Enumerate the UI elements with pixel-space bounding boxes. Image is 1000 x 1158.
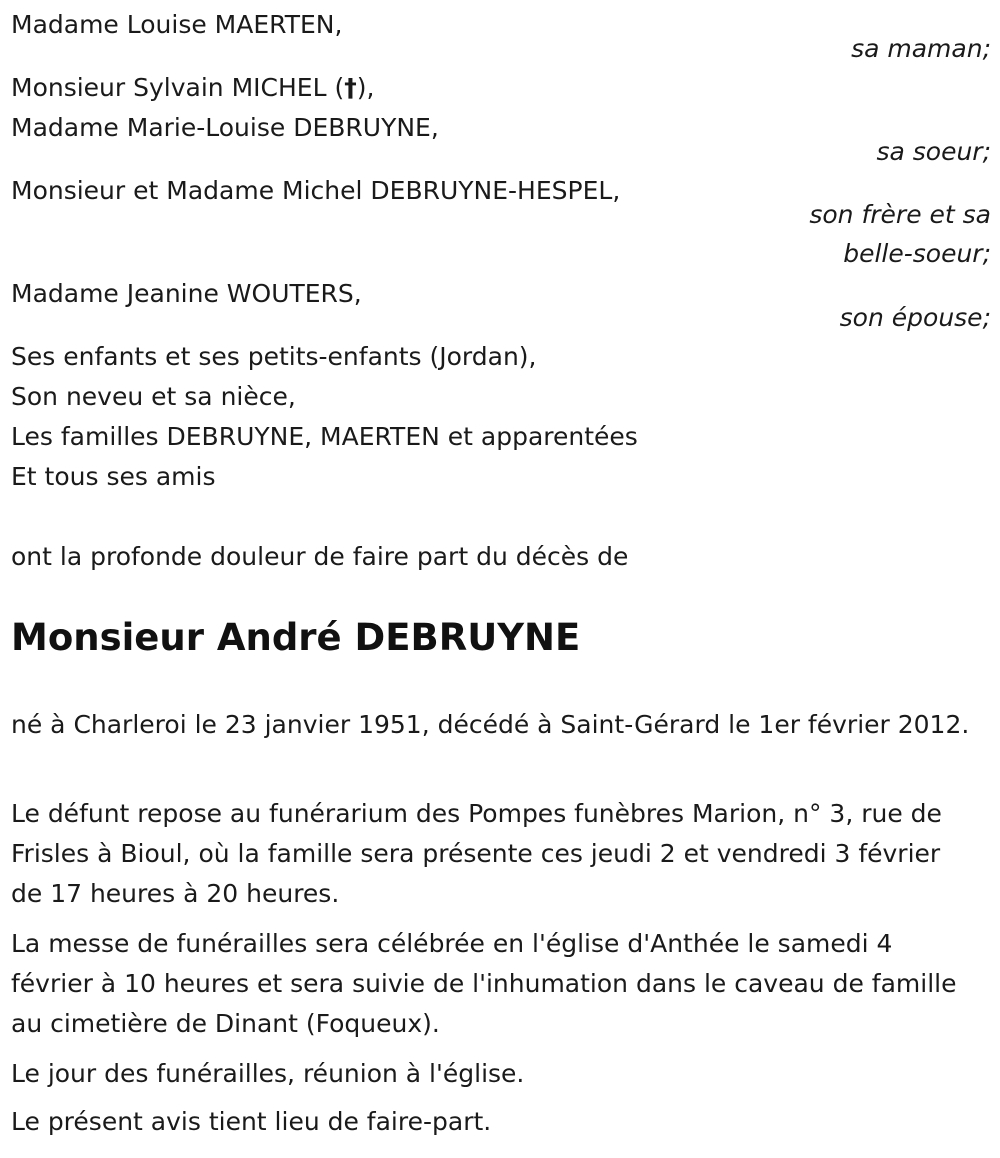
relation-michel-line2: belle-soeur; [843, 239, 991, 268]
relation-michel-line1: son frère et sa [809, 200, 991, 229]
announcement-intro: ont la profonde douleur de faire part du décès de [11, 542, 629, 571]
funeral-mass-paragraph: La messe de funérailles sera célébrée en l'église d'Anthée le samedi 4 février à 10 heures et sera suivie de l'inhumation dans le caveau de famille au cimetière de Dinant (Foqueux). [11, 929, 957, 1038]
relation-louise: sa maman; [851, 34, 991, 63]
meeting-paragraph: Le jour des funérailles, réunion à l'église. [11, 1059, 525, 1088]
family-member-jeanine: Madame Jeanine WOUTERS, [11, 279, 362, 308]
family-member-sylvain [11, 73, 374, 103]
sylvain-suffix: ), [356, 73, 375, 102]
rest-location-paragraph: Le défunt repose au funérarium des Pompes funèbres Marion, n° 3, rue de Frisles à Bioul, où la famille sera présente ces jeudi 2 et vendredi 3 février de 17 heures à 20 heures. [11, 799, 942, 908]
sylvain-name: Monsieur Sylvain MICHEL ( [11, 73, 345, 102]
family-member-louise: Madame Louise MAERTEN, [11, 10, 343, 39]
family-member-marie-louise: Madame Marie-Louise DEBRUYNE, [11, 113, 439, 142]
relation-jeanine: son épouse; [839, 303, 991, 332]
birth-death-paragraph: né à Charleroi le 23 janvier 1951, décédé à Saint-Gérard le 1er février 2012. [11, 710, 970, 739]
relation-marie-louise: sa soeur; [876, 137, 991, 166]
notice-paragraph: Le présent avis tient lieu de faire-part. [11, 1107, 492, 1136]
cross-symbol: † [344, 73, 357, 102]
family-friends: Et tous ses amis [11, 462, 216, 491]
family-member-michel: Monsieur et Madame Michel DEBRUYNE-HESPEL, [11, 176, 621, 205]
family-nephew: Son neveu et sa nièce, [11, 382, 296, 411]
deceased-name: Monsieur André DEBRUYNE [11, 616, 581, 659]
family-children: Ses enfants et ses petits-enfants (Jordan), [11, 342, 537, 371]
family-relatives: Les familles DEBRUYNE, MAERTEN et apparentées [11, 422, 638, 451]
